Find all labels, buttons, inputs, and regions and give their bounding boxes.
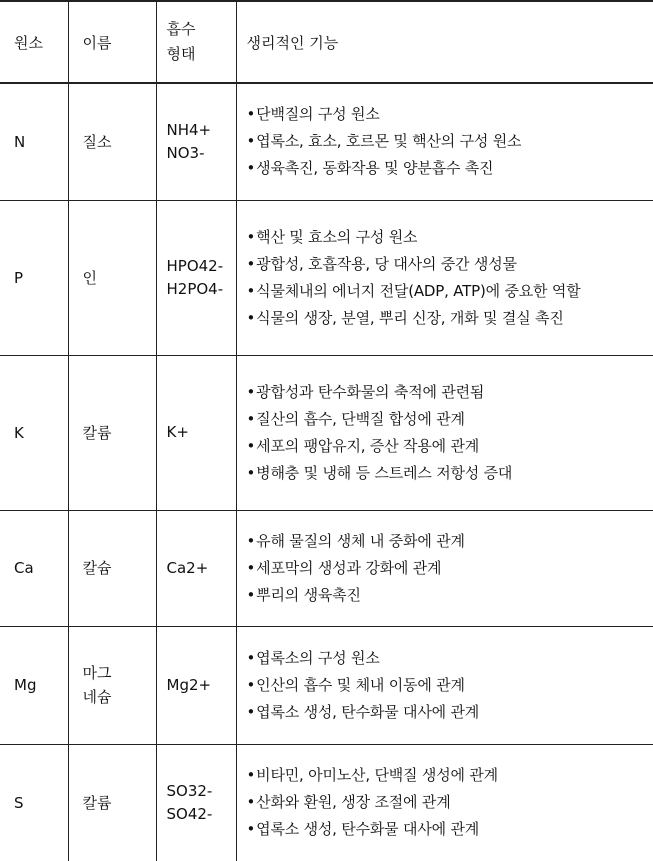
function-item: • 병해충 및 냉해 등 스트레스 저항성 증대 [247,460,653,487]
table-row [0,744,653,861]
function-list [247,645,653,726]
element-symbol: K [0,355,68,510]
function-list [247,101,653,182]
function-item: • 엽록소 생성, 탄수화물 대사에 관계 [247,816,653,843]
physiological-functions [236,510,653,626]
element-name-line: 마그 [83,661,156,685]
function-item: • 핵산 및 효소의 구성 원소 [247,224,653,251]
element-name [68,744,156,861]
element-name-line: 질소 [83,130,156,154]
absorption-form [156,510,236,626]
header-function: 생리적인 기능 [236,1,653,83]
header-name: 이름 [68,1,156,83]
function-item: • 광합성과 탄수화물의 축적에 관련됨 [247,379,653,406]
element-name [68,355,156,510]
function-item: • 엽록소 생성, 탄수화물 대사에 관계 [247,699,653,726]
physiological-functions [236,200,653,355]
absorption-form-ion: Ca2+ [167,557,236,580]
absorption-form [156,355,236,510]
function-list [247,224,653,332]
physiological-functions [236,744,653,861]
element-name [68,83,156,200]
function-list [247,379,653,487]
element-symbol: S [0,744,68,861]
element-name-line: 네슘 [83,685,156,709]
function-item: • 단백질의 구성 원소 [247,101,653,128]
table-row [0,510,653,626]
table-row [0,626,653,744]
absorption-form-ion: HPO42- [167,255,236,278]
absorption-form-ion: SO32- [167,780,236,803]
absorption-form-ion: K+ [167,421,236,444]
function-item: • 산화와 환원, 생장 조절에 관계 [247,789,653,816]
element-symbol: N [0,83,68,200]
function-item: • 질산의 흡수, 단백질 합성에 관계 [247,406,653,433]
function-item: • 광합성, 호흡작용, 당 대사의 중간 생성물 [247,251,653,278]
element-name [68,510,156,626]
function-item: • 식물의 생장, 분열, 뿌리 신장, 개화 및 결실 촉진 [247,305,653,332]
header-element: 원소 [0,1,68,83]
function-item: • 뿌리의 생육촉진 [247,582,653,609]
absorption-form-ion: Mg2+ [167,674,236,697]
element-name-line: 인 [83,266,156,290]
header-absorption-form-line1: 흡수 [167,17,236,42]
element-name-line: 칼륨 [83,791,156,815]
absorption-form-ion: NH4+ [167,119,236,142]
table-row [0,200,653,355]
element-name [68,200,156,355]
function-item: • 세포막의 생성과 강화에 관계 [247,555,653,582]
function-item: • 생육촉진, 동화작용 및 양분흡수 촉진 [247,155,653,182]
function-item: • 엽록소의 구성 원소 [247,645,653,672]
element-name-line: 칼슘 [83,556,156,580]
table-row [0,355,653,510]
absorption-form-ion: H2PO4- [167,278,236,301]
absorption-form-ion: NO3- [167,142,236,165]
function-item: • 유해 물질의 생체 내 중화에 관계 [247,528,653,555]
absorption-form [156,626,236,744]
table-header-row [0,1,653,83]
function-item: • 엽록소, 효소, 호르몬 및 핵산의 구성 원소 [247,128,653,155]
function-list [247,528,653,609]
function-item: • 식물체내의 에너지 전달(ADP, ATP)에 중요한 역할 [247,278,653,305]
table-row [0,83,653,200]
function-list [247,762,653,843]
element-symbol: Mg [0,626,68,744]
function-item: • 세포의 팽압유지, 증산 작용에 관계 [247,433,653,460]
function-item: • 비타민, 아미노산, 단백질 생성에 관계 [247,762,653,789]
absorption-form [156,744,236,861]
physiological-functions [236,626,653,744]
physiological-functions [236,83,653,200]
absorption-form-ion: SO42- [167,803,236,826]
element-name-line: 칼륨 [83,421,156,445]
element-symbol: P [0,200,68,355]
function-item: • 인산의 흡수 및 체내 이동에 관계 [247,672,653,699]
element-symbol: Ca [0,510,68,626]
absorption-form [156,83,236,200]
header-absorption-form [156,1,236,83]
element-name [68,626,156,744]
absorption-form [156,200,236,355]
physiological-functions [236,355,653,510]
header-absorption-form-line2: 형태 [167,42,236,67]
